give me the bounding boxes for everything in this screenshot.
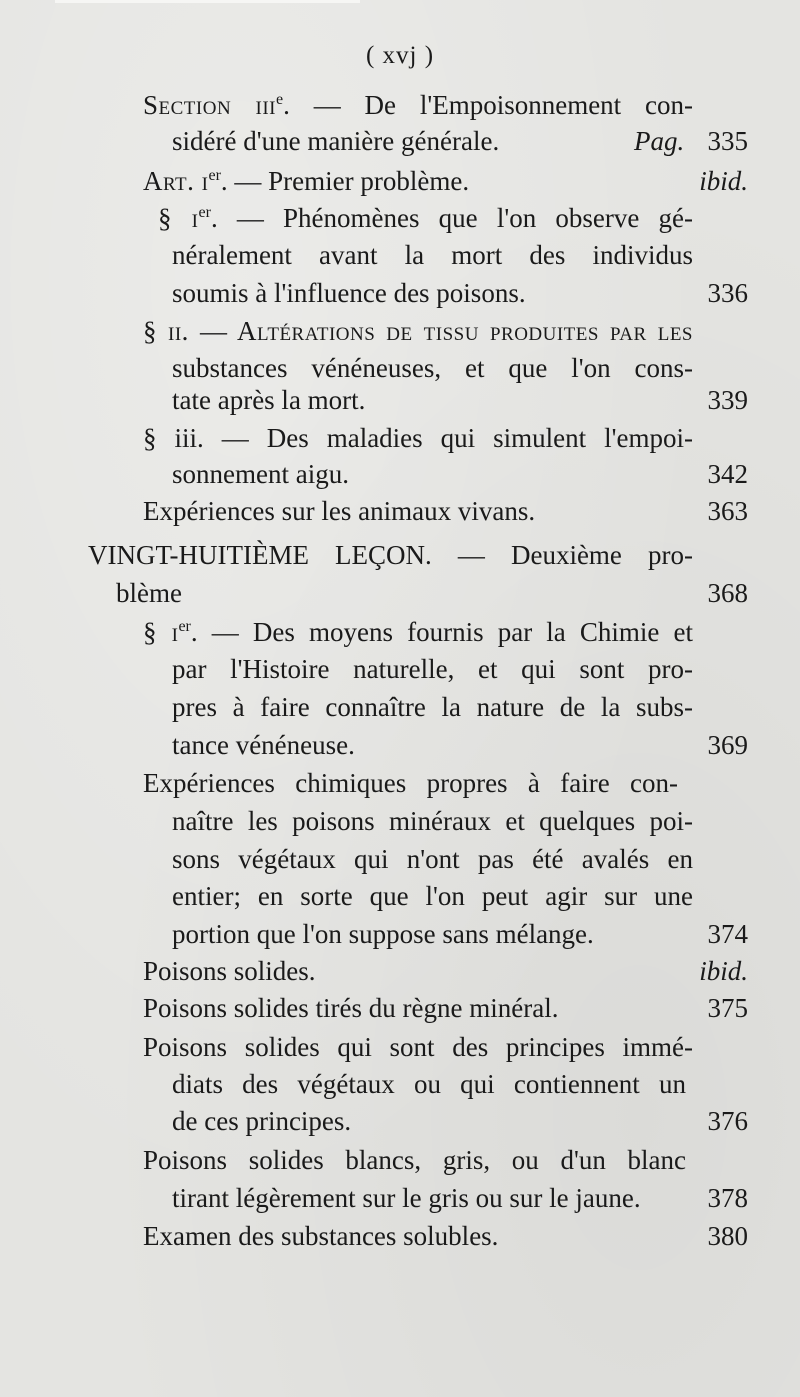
toc-line: § iii. — Des maladies qui simulent l'empoi- xyxy=(143,423,693,453)
toc-line: naître les poisons minéraux et quelques poi- xyxy=(172,806,693,836)
toc-line: § $i^{er}$. — Phénomènes que l'on observe gé- xyxy=(158,203,693,233)
toc-line: Art. $i^{er}$. — Premier problème. xyxy=(143,166,470,196)
toc-line: § ii. — Altérations de tissu produites par les xyxy=(143,316,693,346)
page-number: 336 xyxy=(707,278,748,308)
toc-line: Poisons solides blancs, gris, ou d'un blanc xyxy=(143,1145,686,1175)
page-number: 375 xyxy=(707,993,748,1023)
toc-line: substances vénéneuses, et que l'on cons- xyxy=(172,353,693,383)
toc-line: sidéré d'une manière générale. xyxy=(172,126,500,156)
toc-line: portion que l'on suppose sans mélange. xyxy=(172,919,594,949)
toc-line: pres à faire connaître la nature de la subs- xyxy=(172,692,693,722)
toc-line: Poisons solides qui sont des principes immé- xyxy=(143,1032,693,1062)
chapter-heading: VINGT-HUITIÈME LEÇON. — Deuxième pro- xyxy=(88,540,693,570)
toc-line: par l'Histoire naturelle, et qui sont pro- xyxy=(172,654,693,684)
toc-line: Poisons solides. xyxy=(143,956,316,986)
page-number: 378 xyxy=(707,1183,748,1213)
toc-line: sons végétaux qui n'ont pas été avalés en xyxy=(172,844,693,874)
toc-line: tance vénéneuse. xyxy=(172,730,355,760)
toc-line: de ces principes. xyxy=(172,1106,352,1136)
page-number: 335 xyxy=(707,126,748,156)
page-number: 374 xyxy=(707,919,748,949)
page-edge-highlight xyxy=(55,0,360,3)
toc-line: soumis à l'influence des poisons. xyxy=(172,278,526,308)
page-number: ibid. xyxy=(699,956,748,986)
toc-line: Examen des substances solubles. xyxy=(143,1221,499,1251)
toc-line: tirant légèrement sur le gris ou sur le jaune. xyxy=(172,1183,641,1213)
toc-line: § $i^{er}$. — Des moyens fournis par la Chimie et xyxy=(143,617,694,647)
toc-line: entier; en sorte que l'on peut agir sur une xyxy=(172,881,693,911)
toc-line: tate après la mort. xyxy=(172,385,366,415)
page-number: 380 xyxy=(707,1221,748,1251)
toc-line: Poisons solides tirés du règne minéral. xyxy=(143,993,559,1023)
toc-line: Expériences chimiques propres à faire con- xyxy=(143,768,678,798)
toc-line: diats des végétaux ou qui contiennent un xyxy=(172,1069,686,1099)
toc-line: blème xyxy=(116,578,182,608)
toc-line: sonnement aigu. xyxy=(172,459,349,489)
toc-line: Section iii$^e$. — De l'Empoisonnement con- xyxy=(143,90,693,120)
page-number: 369 xyxy=(707,730,748,760)
page-number: 363 xyxy=(707,496,748,526)
page-number: 368 xyxy=(707,578,748,608)
toc-line: néralement avant la mort des individus xyxy=(172,240,693,270)
page-number: ibid. xyxy=(699,166,748,196)
toc-line: Expériences sur les animaux vivans. xyxy=(143,496,536,526)
page-number: 339 xyxy=(707,385,748,415)
page-header: ( xvj ) xyxy=(365,42,435,69)
page-number: 376 xyxy=(707,1106,748,1136)
page-label: Pag. xyxy=(634,126,685,156)
page-number: 342 xyxy=(707,459,748,489)
